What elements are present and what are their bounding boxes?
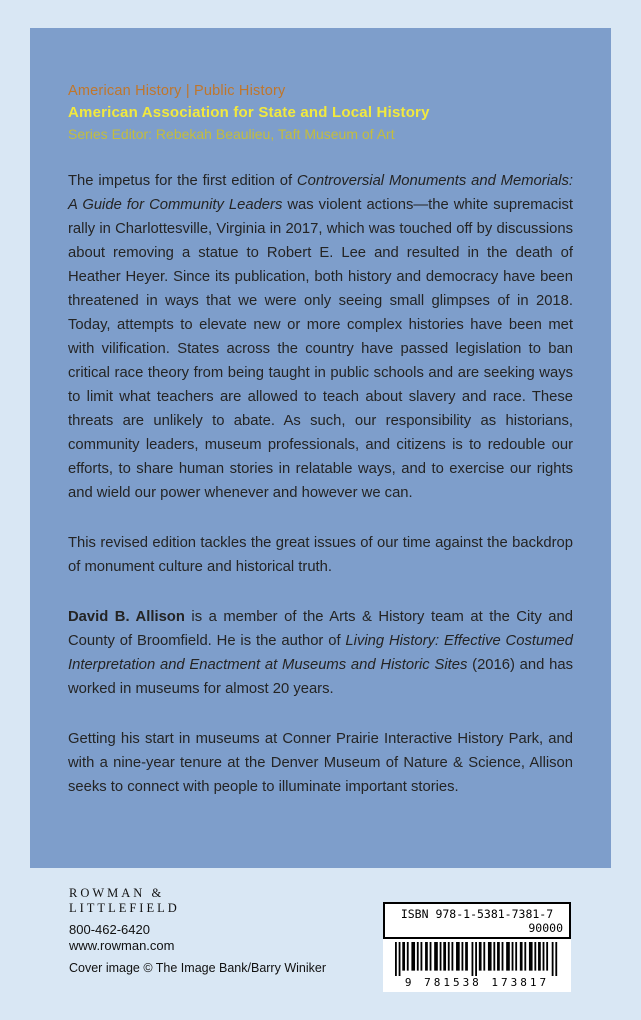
author-bio-paragraph-2: Getting his start in museums at Conner Prairie Interactive History Park, and with a nine-year tenure at the Denver Museum of Nature & Science, Allison seeks to connect with people to illuminate important stories.: [68, 731, 573, 795]
category-line: American History | Public History: [68, 83, 286, 99]
author-name: David B. Allison: [68, 609, 185, 625]
publisher-block: [69, 886, 180, 954]
blurb-paragraph-1: [68, 169, 573, 505]
cover-image-credit: Cover image © The Image Bank/Barry Winiker: [69, 961, 326, 975]
paragraph-text: (2016) and has worked in museums for almost 20 years.: [68, 657, 573, 697]
publisher-phone: 800-462-6420: [69, 922, 150, 937]
barcode-block: [383, 902, 571, 992]
publisher-logo: [69, 886, 180, 916]
barcode-bars: [395, 942, 559, 976]
book-title-italic: Living History: Effective Costumed Interpretation and Enactment at Museums and Historic Sites: [68, 633, 573, 673]
blurb-paragraph-2: This revised edition tackles the great issues of our time against the backdrop of monument culture and historical truth.: [68, 535, 573, 575]
series-editor-line: Series Editor: Rebekah Beaulieu, Taft Museum of Art: [68, 126, 395, 142]
publisher-website: www.rowman.com: [69, 938, 175, 953]
publisher-logo-line-1: ROWMAN &: [69, 886, 165, 900]
publisher-logo-line-2: LITTLEFIELD: [69, 901, 180, 915]
barcode-digits: 9 781538 173817: [404, 976, 550, 989]
blurb-panel: [30, 28, 611, 868]
paragraph-text: The impetus for the first edition of: [68, 173, 297, 189]
author-bio-paragraph: [68, 605, 573, 701]
paragraph-text: was violent actions—the white supremacist rally in Charlottesville, Virginia in 2017, which was touched off by discussions about removing a statue to Robert E. Lee and resulted in the death of Heather Heyer. Since its publication, both history and democracy have been threatened in ways that we were only seeing small glimpses of in 2018. Today, attempts to elevate new or more complex histories have been met with vilification. States across the country have passed legislation to ban critical race theory from being taught in public schools and are seeking ways to limit what teachers are allowed to teach about slavery and race. These threats are unlikely to abate. As such, our responsibility as historians, community leaders, museum professionals, and citizens is to redouble our efforts, to share human stories in relatable ways, and to exercise our rights and wield our power whenever and however we can.: [68, 197, 574, 501]
price-code: 90000: [528, 921, 563, 935]
isbn-number: ISBN 978-1-5381-7381-7: [400, 907, 554, 921]
isbn-box: [383, 902, 571, 939]
association-line: American Association for State and Local History: [68, 104, 430, 121]
book-title-italic: Controversial Monuments and Memorials: A Guide for Community Leaders: [68, 173, 574, 213]
paragraph-text: is a member of the Arts & History team at the City and County of Broomfield. He is the author of: [68, 609, 573, 649]
